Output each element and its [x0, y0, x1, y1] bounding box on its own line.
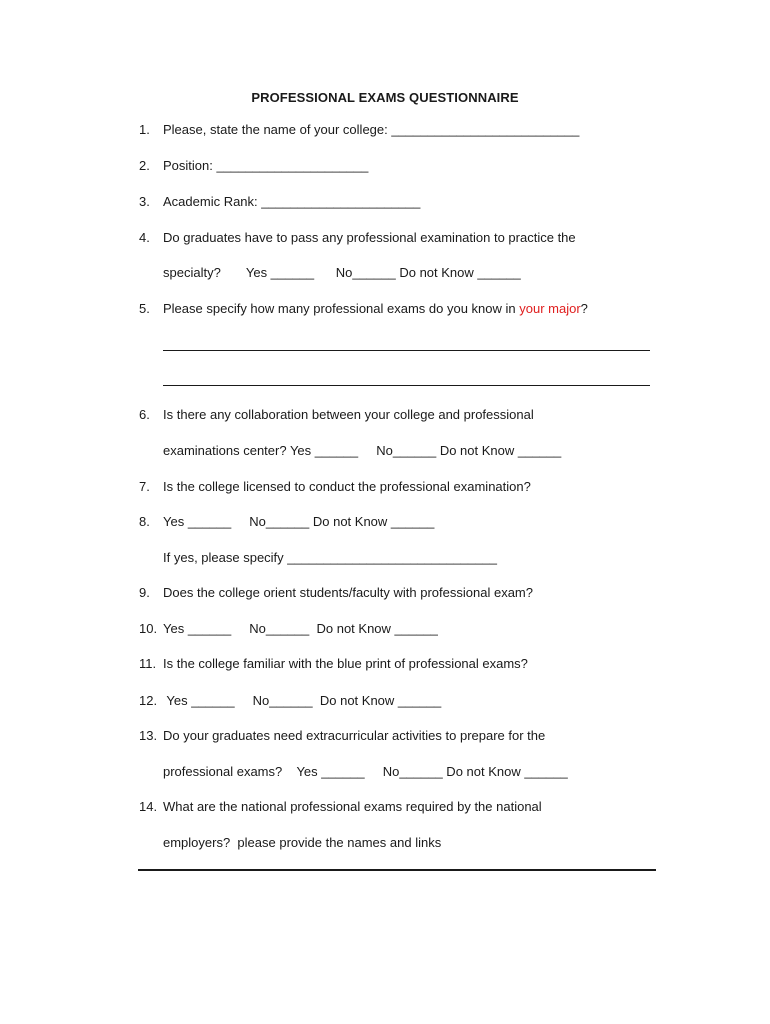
question-6-answer[interactable]: examinations center? Yes ______ No______ Do not Know ______ — [163, 443, 562, 458]
question-academic-rank[interactable]: Academic Rank: ______________________ — [163, 194, 421, 209]
question-9-text: Does the college orient students/faculty with professional exam? — [163, 585, 533, 600]
question-14-text: What are the national professional exams required by the national — [163, 799, 542, 814]
question-11-text: Is the college familiar with the blue print of professional exams? — [163, 656, 528, 671]
item-number: 11. — [139, 656, 157, 671]
question-8-specify[interactable]: If yes, please specify _____________________________ — [163, 550, 497, 565]
item-number: 10. — [139, 621, 158, 636]
item-number: 4. — [139, 230, 150, 245]
question-10-answer[interactable]: Yes ______ No______ Do not Know ______ — [163, 621, 438, 636]
question-13-text: Do your graduates need extracurricular activities to prepare for the — [163, 728, 546, 743]
item-number: 3. — [139, 194, 150, 209]
item-number: 14. — [139, 799, 158, 814]
item-number: 9. — [139, 585, 150, 600]
item-number: 2. — [139, 158, 150, 173]
item-number: 12. — [139, 693, 158, 708]
question-position[interactable]: Position: _____________________ — [163, 158, 369, 173]
answer-line-14[interactable] — [138, 869, 656, 871]
question-12-answer[interactable]: Yes ______ No______ Do not Know ______ — [163, 693, 442, 708]
question-7-text: Is the college licensed to conduct the professional examination? — [163, 479, 531, 494]
question-college-name[interactable]: Please, state the name of your college: __________________________ — [163, 122, 580, 137]
answer-line-1[interactable] — [163, 350, 650, 351]
question-5-text — [163, 301, 588, 317]
answer-line-2[interactable] — [163, 385, 650, 386]
question-4-answer[interactable]: specialty? Yes ______ No______ Do not Know ______ — [163, 265, 521, 280]
item-number: 13. — [139, 728, 158, 743]
question-13-answer[interactable]: professional exams? Yes ______ No______ Do not Know ______ — [163, 764, 568, 779]
item-number: 8. — [139, 514, 150, 529]
item-number: 5. — [139, 301, 150, 316]
item-number: 1. — [139, 122, 150, 137]
question-6-text: Is there any collaboration between your college and professional — [163, 407, 534, 422]
question-5-prefix: Please specify how many professional exams do you know in — [163, 301, 520, 316]
item-number: 7. — [139, 479, 150, 494]
question-5-suffix: ? — [580, 301, 588, 316]
question-4-text: Do graduates have to pass any professional examination to practice the — [163, 230, 576, 245]
highlighted-your-major: your major — [519, 301, 581, 316]
question-14-prompt: employers? please provide the names and links — [163, 835, 442, 850]
item-number: 6. — [139, 407, 150, 422]
page-title: PROFESSIONAL EXAMS QUESTIONNAIRE — [251, 90, 519, 105]
question-8-answer[interactable]: Yes ______ No______ Do not Know ______ — [163, 514, 435, 529]
